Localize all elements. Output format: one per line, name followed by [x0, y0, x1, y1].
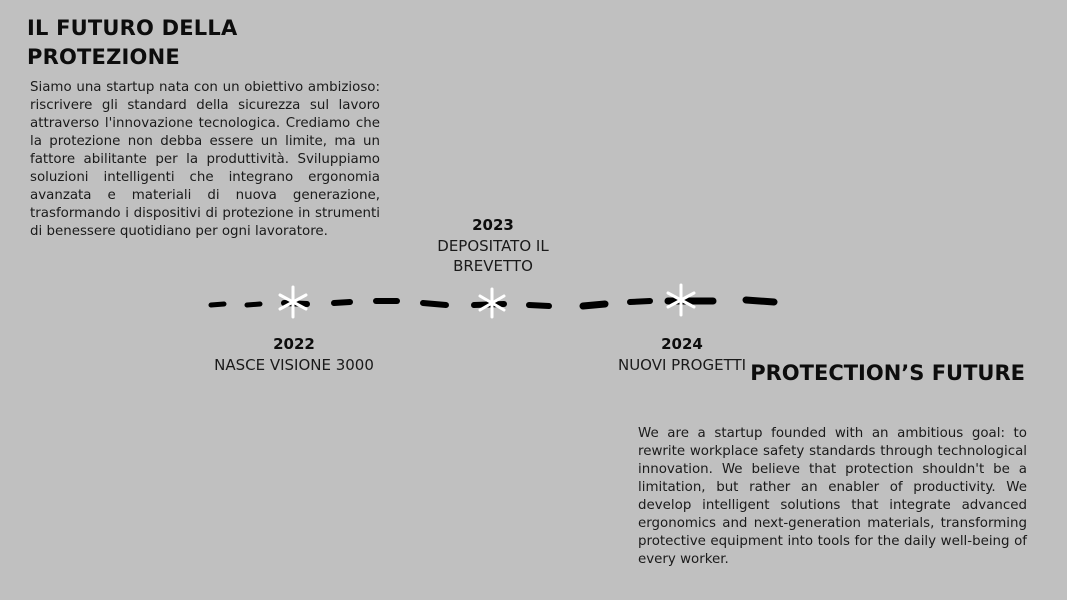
timeline-dash	[583, 304, 605, 306]
italian-title: IL FUTURO DELLA PROTEZIONE	[27, 16, 238, 69]
milestone-label: DEPOSITATO IL BREVETTO	[437, 236, 549, 275]
timeline-dash	[211, 304, 224, 305]
milestone-2023	[413, 215, 573, 277]
timeline-dash	[334, 302, 350, 303]
milestone-year: 2023	[472, 216, 514, 234]
milestone-year: 2022	[273, 335, 315, 353]
timeline-dash	[423, 303, 446, 305]
milestone-label: NUOVI PROGETTI	[617, 355, 747, 374]
timeline-dash	[529, 305, 549, 306]
milestone-year: 2024	[661, 335, 703, 353]
english-title: PROTECTION’S FUTURE	[750, 361, 1025, 385]
english-description: We are a startup founded with an ambitious goal: to rewrite workplace safety standards through technological innovation. We believe that protection shouldn't be a limitation, but rather an enabler of productivity. We develop intelligent solutions that integrate advanced ergonomics and next-generation materials, transforming protective equipment into tools for the daily well-being of every worker.	[638, 426, 1027, 567]
milestone-label: NASCE VISIONE 3000	[214, 355, 374, 374]
timeline-dash	[247, 304, 260, 305]
milestone-2022	[194, 334, 394, 375]
italian-description: Siamo una startup nata con un obiettivo ambizioso: riscrivere gli standard della sicurezza sul lavoro attraverso l'innovazione tecnologica. Crediamo che la protezione non debba essere un limite, ma un fattore abilitante per la produttività. Sviluppiamo soluzioni intelligenti che integrano ergonomia avanzata e materiali di nuova generazione, trasformando i dispositivi di protezione in strumenti di benessere quotidiano per ogni lavoratore.	[30, 80, 380, 239]
timeline-dash	[630, 301, 650, 302]
timeline-dash	[746, 300, 774, 302]
